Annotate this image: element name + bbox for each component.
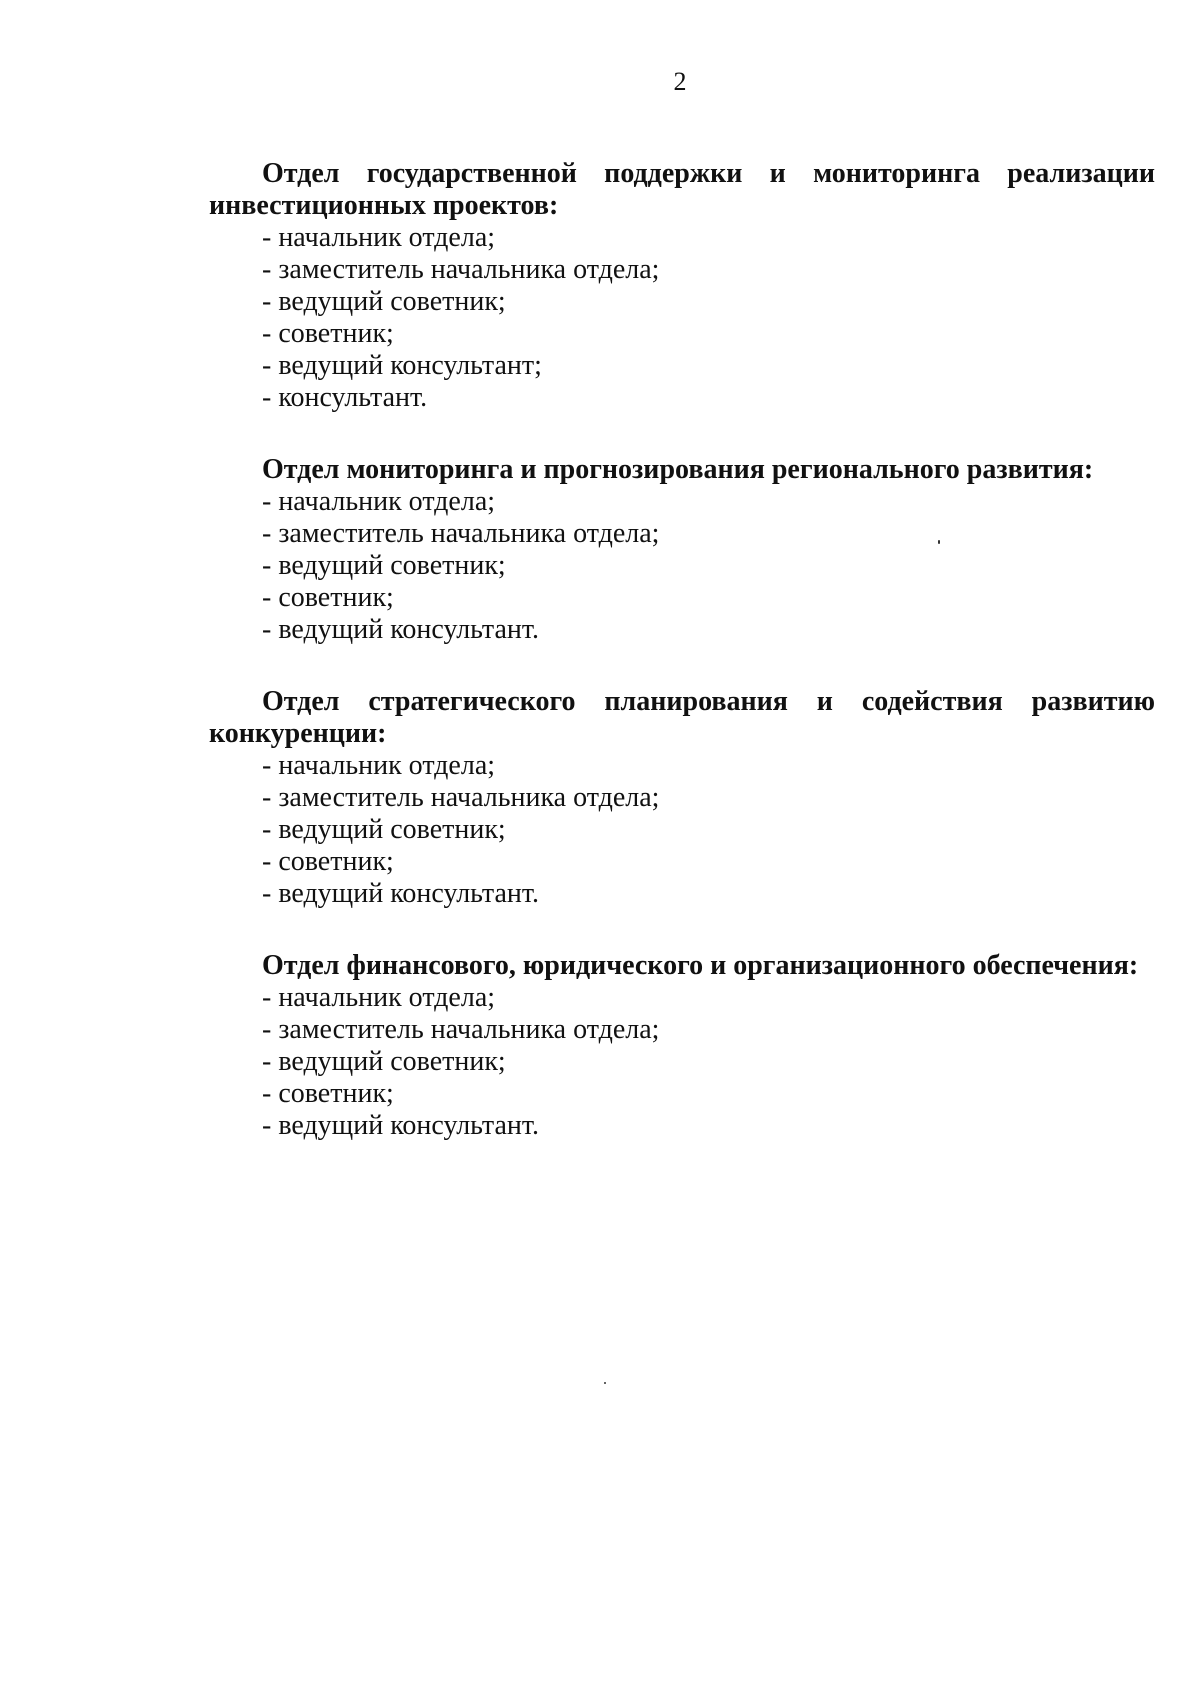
list-item: - советник; <box>262 1078 394 1109</box>
section-financial-legal <box>209 950 1155 1142</box>
list-item: - ведущий консультант. <box>262 878 540 909</box>
list-item: - заместитель начальника отдела; <box>262 518 660 549</box>
list-item: - ведущий советник; <box>262 814 506 845</box>
list-item: - заместитель начальника отдела; <box>262 782 660 813</box>
section-title: Отдел государственной поддержки и мониторинга реализации инвестиционных проектов: <box>209 158 1155 221</box>
list-item: - начальник отдела; <box>262 982 496 1013</box>
section-title: Отдел финансового, юридического и организационного обеспечения: <box>262 950 1139 981</box>
position-list <box>209 486 1155 646</box>
section-strategic-planning <box>209 686 1155 910</box>
list-item: - советник; <box>262 582 394 613</box>
list-item: - начальник отдела; <box>262 750 496 781</box>
page-number: 2 <box>673 67 687 96</box>
list-item: - советник; <box>262 846 394 877</box>
section-title: Отдел мониторинга и прогнозирования регионального развития: <box>262 454 1094 485</box>
list-item: - начальник отдела; <box>262 222 496 253</box>
section-regional-development <box>209 454 1155 646</box>
list-item: - консультант. <box>262 382 428 413</box>
scan-speck <box>938 540 940 544</box>
position-list <box>209 982 1155 1142</box>
list-item: - заместитель начальника отдела; <box>262 254 660 285</box>
list-item: - ведущий консультант. <box>262 1110 540 1141</box>
section-investment-projects <box>209 158 1155 414</box>
page-number-container <box>0 66 1200 98</box>
list-item: - ведущий советник; <box>262 286 506 317</box>
scan-speck <box>604 1382 606 1384</box>
list-item: - ведущий советник; <box>262 1046 506 1077</box>
list-item: - ведущий советник; <box>262 550 506 581</box>
position-list <box>209 222 1155 414</box>
document-body <box>209 158 1155 1182</box>
list-item: - ведущий консультант. <box>262 614 540 645</box>
position-list <box>209 750 1155 910</box>
list-item: - советник; <box>262 318 394 349</box>
list-item: - заместитель начальника отдела; <box>262 1014 660 1045</box>
list-item: - ведущий консультант; <box>262 350 542 381</box>
section-title: Отдел стратегического планирования и содействия развитию конкуренции: <box>209 686 1155 749</box>
list-item: - начальник отдела; <box>262 486 496 517</box>
